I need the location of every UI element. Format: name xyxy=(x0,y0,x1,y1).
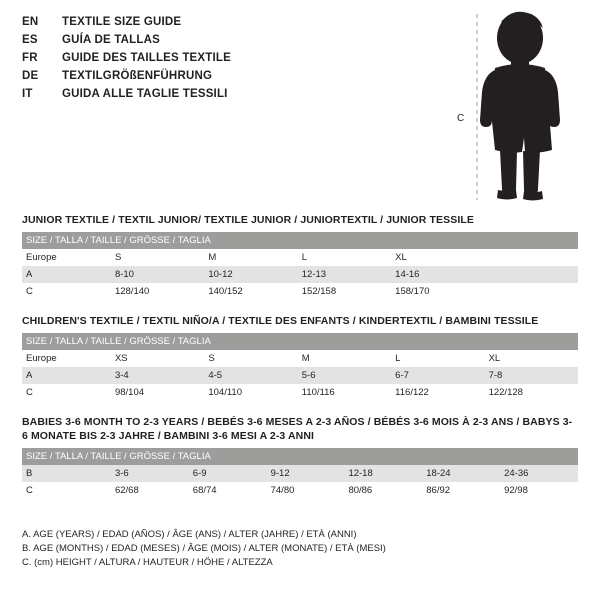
cell: 68/74 xyxy=(189,482,267,499)
language-title: TEXTILE SIZE GUIDE xyxy=(62,16,182,28)
column-header: XL xyxy=(485,350,578,367)
column-header: Europe xyxy=(22,249,111,266)
row-label: B xyxy=(22,465,111,482)
cell: 140/152 xyxy=(204,283,297,300)
cell: 80/86 xyxy=(344,482,422,499)
table-row xyxy=(22,367,578,384)
cell: 9-12 xyxy=(267,465,345,482)
row-label: C xyxy=(22,384,111,401)
column-header: S xyxy=(204,350,297,367)
cell: 62/68 xyxy=(111,482,189,499)
table-head-label: SIZE / TALLA / TAILLE / GRÖSSE / TAGLIA xyxy=(22,232,578,249)
cell: 12-13 xyxy=(298,266,391,283)
row-label: A xyxy=(22,367,111,384)
column-header: Europe xyxy=(22,350,111,367)
column-header: M xyxy=(204,249,297,266)
footnotes xyxy=(22,528,582,570)
cell: 12-18 xyxy=(344,465,422,482)
cell: 6-7 xyxy=(391,367,484,384)
cell: 8-10 xyxy=(111,266,204,283)
language-code: EN xyxy=(22,16,39,28)
language-title: GUÍA DE TALLAS xyxy=(62,34,160,46)
language-title: GUIDA ALLE TAGLIE TESSILI xyxy=(62,88,228,100)
size-table-babies xyxy=(22,448,578,499)
column-header: L xyxy=(391,350,484,367)
cell: 14-16 xyxy=(391,266,484,283)
footnote-c: C. (cm) HEIGHT / ALTURA / HAUTEUR / HÖHE / ALTEZZA xyxy=(22,557,273,568)
cell: 104/110 xyxy=(204,384,297,401)
size-tables xyxy=(22,213,578,513)
table-head-label: SIZE / TALLA / TAILLE / GRÖSSE / TAGLIA xyxy=(22,333,578,350)
cell: 158/170 xyxy=(391,283,484,300)
section-title-junior: JUNIOR TEXTILE / TEXTIL JUNIOR/ TEXTILE JUNIOR / JUNIORTEXTIL / JUNIOR TESSILE xyxy=(22,214,474,226)
header-row xyxy=(22,70,442,88)
language-code: IT xyxy=(22,88,33,100)
size-table-children xyxy=(22,333,578,401)
section-title-children: CHILDREN'S TEXTILE / TEXTIL NIÑO/A / TEXTILE DES ENFANTS / KINDERTEXTIL / BAMBINI TESSILE xyxy=(22,315,539,327)
cell: 122/128 xyxy=(485,384,578,401)
table-row xyxy=(22,482,578,499)
table-head-label: SIZE / TALLA / TAILLE / GRÖSSE / TAGLIA xyxy=(22,448,578,465)
language-title: GUIDE DES TAILLES TEXTILE xyxy=(62,52,231,64)
cell: 10-12 xyxy=(204,266,297,283)
column-header: M xyxy=(298,350,391,367)
table-head-row xyxy=(22,232,578,249)
cell: 4-5 xyxy=(204,367,297,384)
measurement-diagram xyxy=(445,8,595,208)
header-row xyxy=(22,34,442,52)
cell: 3-4 xyxy=(111,367,204,384)
table-row xyxy=(22,283,578,300)
cell: 98/104 xyxy=(111,384,204,401)
cell: 5-6 xyxy=(298,367,391,384)
toddler-silhouette-icon xyxy=(445,8,595,208)
header-row xyxy=(22,52,442,70)
table-head-row xyxy=(22,448,578,465)
table-row xyxy=(22,249,578,266)
cell: 7-8 xyxy=(485,367,578,384)
language-code: DE xyxy=(22,70,39,82)
cell: 24-36 xyxy=(500,465,578,482)
language-code: ES xyxy=(22,34,38,46)
footnote-b: B. AGE (MONTHS) / EDAD (MESES) / ÂGE (MOIS) / ALTER (MONATE) / ETÀ (MESI) xyxy=(22,543,386,554)
table-row xyxy=(22,266,578,283)
header-row xyxy=(22,88,442,106)
cell: 116/122 xyxy=(391,384,484,401)
row-label: C xyxy=(22,482,111,499)
cell: 92/98 xyxy=(500,482,578,499)
language-title: TEXTILGRÖßENFÜHRUNG xyxy=(62,70,213,82)
measure-label-c: C xyxy=(457,113,465,124)
cell: 86/92 xyxy=(422,482,500,499)
cell: 152/158 xyxy=(298,283,391,300)
column-header: XS xyxy=(111,350,204,367)
table-row xyxy=(22,350,578,367)
column-header: S xyxy=(111,249,204,266)
cell: 18-24 xyxy=(422,465,500,482)
section-title-babies: BABIES 3-6 MONTH TO 2-3 YEARS / BEBÉS 3-6 MESES A 2-3 AÑOS / BÉBÉS 3-6 MOIS À 2-3 ANS / BABYS 3-6 MONATE BIS 2-3 JAHRE / BAMBINI 3-6 MESI A 2-3 ANNI xyxy=(22,416,573,442)
footnote-a: A. AGE (YEARS) / EDAD (AÑOS) / ÂGE (ANS) / ALTER (JAHRE) / ETÀ (ANNI) xyxy=(22,529,357,540)
cell: 6-9 xyxy=(189,465,267,482)
row-label: A xyxy=(22,266,111,283)
column-header: L xyxy=(298,249,391,266)
table-row xyxy=(22,465,578,482)
cell: 3-6 xyxy=(111,465,189,482)
table-row xyxy=(22,384,578,401)
column-header: XL xyxy=(391,249,484,266)
size-table-junior xyxy=(22,232,578,300)
cell: 74/80 xyxy=(267,482,345,499)
header-row xyxy=(22,16,442,34)
cell: 110/116 xyxy=(298,384,391,401)
cell: 128/140 xyxy=(111,283,204,300)
language-code: FR xyxy=(22,52,38,64)
table-head-row xyxy=(22,333,578,350)
row-label: C xyxy=(22,283,111,300)
language-title-block xyxy=(22,16,442,106)
